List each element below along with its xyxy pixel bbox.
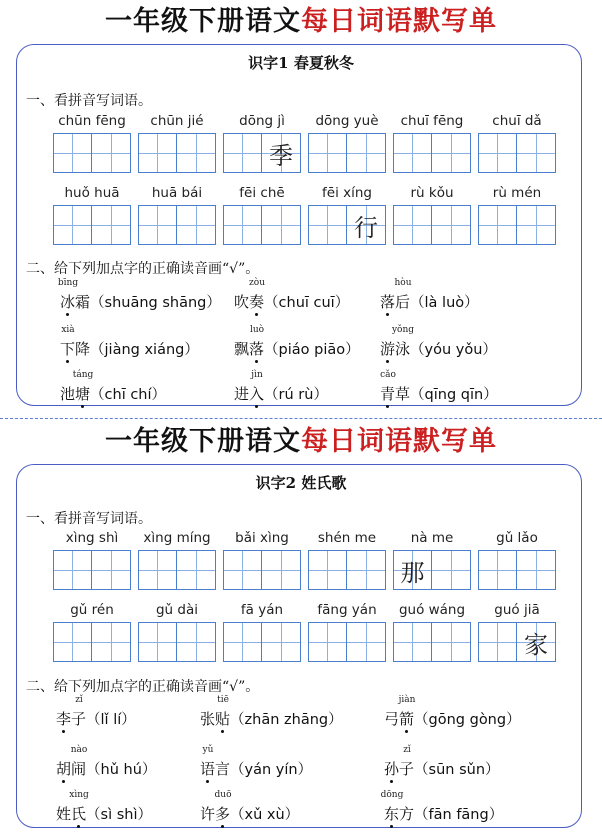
dotted-char: zǐ 李: [56, 710, 71, 728]
writing-grid-row: [0, 622, 602, 662]
pinyin-label: xìng míng: [143, 530, 211, 546]
writing-cell[interactable]: [138, 622, 177, 662]
pinyin-options: （fān fāng）: [414, 807, 504, 823]
reading-choice-item[interactable]: [234, 370, 328, 404]
writing-box-pair: [478, 205, 556, 245]
writing-cell[interactable]: [308, 550, 347, 590]
writing-box-pair: [53, 205, 131, 245]
emphasis-dot: [77, 825, 80, 828]
writing-cell[interactable]: [138, 205, 177, 245]
emphasis-dot: [62, 780, 65, 783]
reading-choice-item[interactable]: [380, 370, 498, 404]
pinyin-label: chūn jié: [150, 113, 204, 129]
writing-cell[interactable]: [308, 622, 347, 662]
reading-choice-item[interactable]: [384, 745, 500, 779]
emphasis-dot: [221, 730, 224, 733]
pinyin-options: （jiàng xiáng）: [90, 342, 199, 358]
dotted-char: xìng 氏: [71, 805, 86, 823]
sheet-title: 一年级下册语文每日词语默写单: [105, 6, 497, 37]
emphasis-dot: [206, 780, 209, 783]
word: zǐ 李 子: [56, 710, 86, 728]
emphasis-dot: [390, 825, 393, 828]
writing-box-pair: [223, 133, 301, 173]
section-1-heading: 一、看拼音写词语。: [26, 511, 152, 527]
word: nào 胡 闹: [56, 760, 86, 778]
pinyin-options: （sūn sǔn）: [414, 762, 500, 778]
writing-box-pair: [478, 622, 556, 662]
pinyin-row: [0, 185, 602, 205]
writing-box-pair: [393, 550, 471, 590]
emphasis-dot: [405, 730, 408, 733]
reading-choice-item[interactable]: [234, 325, 360, 359]
writing-cell[interactable]: [223, 205, 262, 245]
pinyin-options: （shuāng shāng）: [90, 295, 221, 311]
worksheet-1: [0, 0, 602, 418]
dotted-char: bīng 冰: [60, 293, 75, 311]
writing-box-pair: [53, 133, 131, 173]
word: 许 duō 多: [200, 805, 230, 823]
pinyin-options: （chī chí）: [90, 387, 167, 403]
pinyin-label: chūn fēng: [58, 113, 126, 129]
word: yǒng 游 泳: [380, 340, 410, 358]
cut-line-divider: [0, 418, 602, 419]
pinyin-options: （rú rù）: [264, 387, 328, 403]
emphasis-dot: [255, 360, 258, 363]
lesson-title: 识字1 春夏秋冬: [248, 54, 354, 72]
word: 吹 zòu 奏: [234, 293, 264, 311]
reading-choice-item[interactable]: [57, 278, 221, 312]
pinyin-label: guó jiā: [494, 602, 540, 618]
reading-choice-item[interactable]: [56, 695, 136, 729]
emphasis-dot: [390, 780, 393, 783]
writing-cell[interactable]: [177, 133, 216, 173]
reading-choice-item[interactable]: [380, 790, 504, 824]
pinyin-label: chuī fēng: [400, 113, 464, 129]
pinyin-label: rù kǒu: [410, 185, 454, 201]
writing-cell[interactable]: [92, 622, 131, 662]
dotted-char: yǔ 语: [200, 760, 215, 778]
writing-cell[interactable]: [262, 622, 301, 662]
writing-cell[interactable]: [177, 550, 216, 590]
emphasis-dot: [66, 360, 69, 363]
writing-box-pair: [138, 622, 216, 662]
writing-box-pair: [53, 550, 131, 590]
writing-cell[interactable]: 家: [517, 622, 556, 662]
section-2-heading: 二、给下列加点字的正确读音画“√”。: [26, 261, 260, 277]
writing-cell[interactable]: [347, 622, 386, 662]
writing-cell[interactable]: [138, 133, 177, 173]
writing-box-pair: [223, 205, 301, 245]
dotted-char: dōng 东: [384, 805, 399, 823]
worksheet-2: [0, 420, 602, 838]
writing-box-pair: [138, 133, 216, 173]
writing-cell[interactable]: [432, 205, 471, 245]
writing-box-pair: [308, 205, 386, 245]
pinyin-label: guó wáng: [398, 602, 466, 618]
pinyin-options: （hǔ hú）: [86, 762, 157, 778]
pinyin-label: gǔ lǎo: [496, 530, 538, 546]
dotted-char: nào 胡: [56, 760, 71, 778]
pinyin-label: rù mén: [492, 185, 542, 201]
writing-box-pair: [308, 622, 386, 662]
pinyin-options: （lǐ lí）: [86, 712, 136, 728]
reading-choice-item[interactable]: [380, 325, 497, 359]
reading-choice-item[interactable]: [56, 745, 157, 779]
pinyin-row: [0, 530, 602, 550]
writing-box-pair: [223, 550, 301, 590]
emphasis-dot: [386, 313, 389, 316]
writing-cell[interactable]: [432, 133, 471, 173]
writing-cell[interactable]: [478, 133, 517, 173]
pinyin-row: [0, 113, 602, 133]
sheet-title: 一年级下册语文每日词语默写单: [105, 426, 497, 457]
writing-cell[interactable]: [308, 205, 347, 245]
emphasis-dot: [255, 313, 258, 316]
writing-cell[interactable]: 行: [347, 205, 386, 245]
pinyin-options: （sì shì）: [86, 807, 152, 823]
writing-cell[interactable]: [138, 550, 177, 590]
writing-cell[interactable]: [223, 622, 262, 662]
pinyin-label: shén me: [317, 530, 377, 546]
reading-choice-item[interactable]: [380, 278, 479, 312]
writing-cell[interactable]: [432, 550, 471, 590]
dotted-char: zòu 奏: [249, 293, 264, 311]
dotted-char: cǎo 青: [380, 385, 395, 403]
reading-choice-item[interactable]: [384, 695, 521, 729]
pinyin-label: dōng yuè: [315, 113, 379, 129]
dotted-char: tiē 贴: [215, 710, 230, 728]
writing-cell[interactable]: [347, 133, 386, 173]
word: dōng 东 方: [384, 805, 414, 823]
word: 姓 xìng 氏: [56, 805, 86, 823]
writing-box-pair: [478, 133, 556, 173]
writing-cell[interactable]: [517, 133, 556, 173]
reading-choice-item[interactable]: [234, 278, 350, 312]
word: 张 tiē 贴: [200, 710, 230, 728]
writing-cell[interactable]: [262, 205, 301, 245]
writing-cell[interactable]: 季: [262, 133, 301, 173]
pinyin-label: fāng yán: [317, 602, 377, 618]
emphasis-dot: [386, 405, 389, 408]
word: 弓 jiàn 箭: [384, 710, 414, 728]
writing-cell[interactable]: [53, 205, 92, 245]
reading-choice-item[interactable]: [60, 370, 167, 404]
writing-cell[interactable]: [177, 622, 216, 662]
writing-cell[interactable]: 那: [393, 550, 432, 590]
writing-cell[interactable]: [92, 133, 131, 173]
writing-cell[interactable]: [478, 550, 517, 590]
word: bīng 冰 霜: [60, 293, 90, 311]
pinyin-options: （qīng qīn）: [410, 387, 498, 403]
pinyin-options: （yóu yǒu）: [410, 342, 497, 358]
word: cǎo 青 草: [380, 385, 410, 403]
writing-cell[interactable]: [517, 550, 556, 590]
emphasis-dot: [81, 405, 84, 408]
writing-cell[interactable]: [177, 205, 216, 245]
writing-cell[interactable]: [53, 133, 92, 173]
writing-box-pair: [308, 133, 386, 173]
dotted-char: duō 多: [215, 805, 230, 823]
word: 飘 luò 落: [234, 340, 264, 358]
writing-cell[interactable]: [223, 133, 262, 173]
writing-box-pair: [308, 550, 386, 590]
dotted-char: zǐ 孙: [384, 760, 399, 778]
pinyin-label: fēi xíng: [322, 185, 372, 201]
writing-cell[interactable]: [53, 550, 92, 590]
pinyin-label: dōng jì: [239, 113, 285, 129]
dotted-char: jiàn 箭: [399, 710, 414, 728]
writing-grid-row: [0, 550, 602, 590]
emphasis-dot: [386, 360, 389, 363]
word: xià 下 降: [60, 340, 90, 358]
pinyin-label: bǎi xìng: [235, 530, 289, 546]
reading-choice-item[interactable]: [200, 695, 343, 729]
writing-cell[interactable]: [92, 550, 131, 590]
writing-cell[interactable]: [517, 205, 556, 245]
writing-cell[interactable]: [53, 622, 92, 662]
pinyin-options: （piáo piāo）: [264, 342, 360, 358]
dotted-char: hòu 落: [380, 293, 395, 311]
pinyin-label: xìng shì: [65, 530, 119, 546]
writing-box-pair: [138, 205, 216, 245]
word: 进 jìn 入: [234, 385, 264, 403]
pinyin-label: gǔ rén: [70, 602, 114, 618]
pinyin-label: gǔ dài: [155, 602, 198, 618]
pinyin-options: （zhān zhāng）: [230, 712, 343, 728]
word: zǐ 孙 子: [384, 760, 414, 778]
writing-cell[interactable]: [393, 205, 432, 245]
lesson-title: 识字2 姓氏歌: [255, 474, 347, 492]
dotted-char: jìn 入: [249, 385, 264, 403]
dotted-char: xià 下: [60, 340, 75, 358]
word: yǔ 语 言: [200, 760, 230, 778]
dotted-char: yǒng 游: [380, 340, 395, 358]
writing-cell[interactable]: [92, 205, 131, 245]
pinyin-label: fēi chē: [239, 185, 285, 201]
dotted-char: táng 塘: [75, 385, 90, 403]
emphasis-dot: [66, 313, 69, 316]
writing-cell[interactable]: [478, 205, 517, 245]
writing-box-pair: [223, 622, 301, 662]
dotted-char: luò 落: [249, 340, 264, 358]
writing-box-pair: [393, 622, 471, 662]
pinyin-label: huǒ huā: [64, 185, 120, 201]
emphasis-dot: [62, 730, 65, 733]
writing-box-pair: [53, 622, 131, 662]
section-1-heading: 一、看拼音写词语。: [26, 93, 152, 109]
writing-cell[interactable]: [347, 550, 386, 590]
word: 池 táng 塘: [60, 385, 90, 403]
word: hòu 落 后: [380, 293, 410, 311]
reading-choice-item[interactable]: [200, 790, 300, 824]
writing-cell[interactable]: [478, 622, 517, 662]
pinyin-options: （là luò）: [410, 295, 479, 311]
reading-choice-item[interactable]: [60, 325, 199, 359]
reading-choice-item[interactable]: [56, 790, 152, 824]
writing-cell[interactable]: [393, 622, 432, 662]
pinyin-label: fā yán: [240, 602, 284, 618]
reading-choice-item[interactable]: [200, 745, 313, 779]
writing-grid-row: [0, 205, 602, 245]
pinyin-options: （xǔ xù）: [230, 807, 300, 823]
writing-box-pair: [478, 550, 556, 590]
emphasis-dot: [255, 405, 258, 408]
writing-cell[interactable]: [262, 550, 301, 590]
pinyin-options: （gōng gòng）: [414, 712, 521, 728]
pinyin-options: （yán yín）: [230, 762, 313, 778]
pinyin-label: huā bái: [151, 185, 203, 201]
writing-box-pair: [393, 133, 471, 173]
emphasis-dot: [221, 825, 224, 828]
pinyin-label: chuī dǎ: [492, 113, 542, 129]
writing-cell[interactable]: [393, 133, 432, 173]
writing-box-pair: [138, 550, 216, 590]
section-2-heading: 二、给下列加点字的正确读音画“√”。: [26, 679, 260, 695]
writing-grid-row: [0, 133, 602, 173]
pinyin-label: nà me: [410, 530, 454, 546]
writing-box-pair: [393, 205, 471, 245]
pinyin-options: （chuī cuī）: [264, 295, 350, 311]
writing-cell[interactable]: [223, 550, 262, 590]
writing-cell[interactable]: [432, 622, 471, 662]
pinyin-row: [0, 602, 602, 622]
writing-cell[interactable]: [308, 133, 347, 173]
